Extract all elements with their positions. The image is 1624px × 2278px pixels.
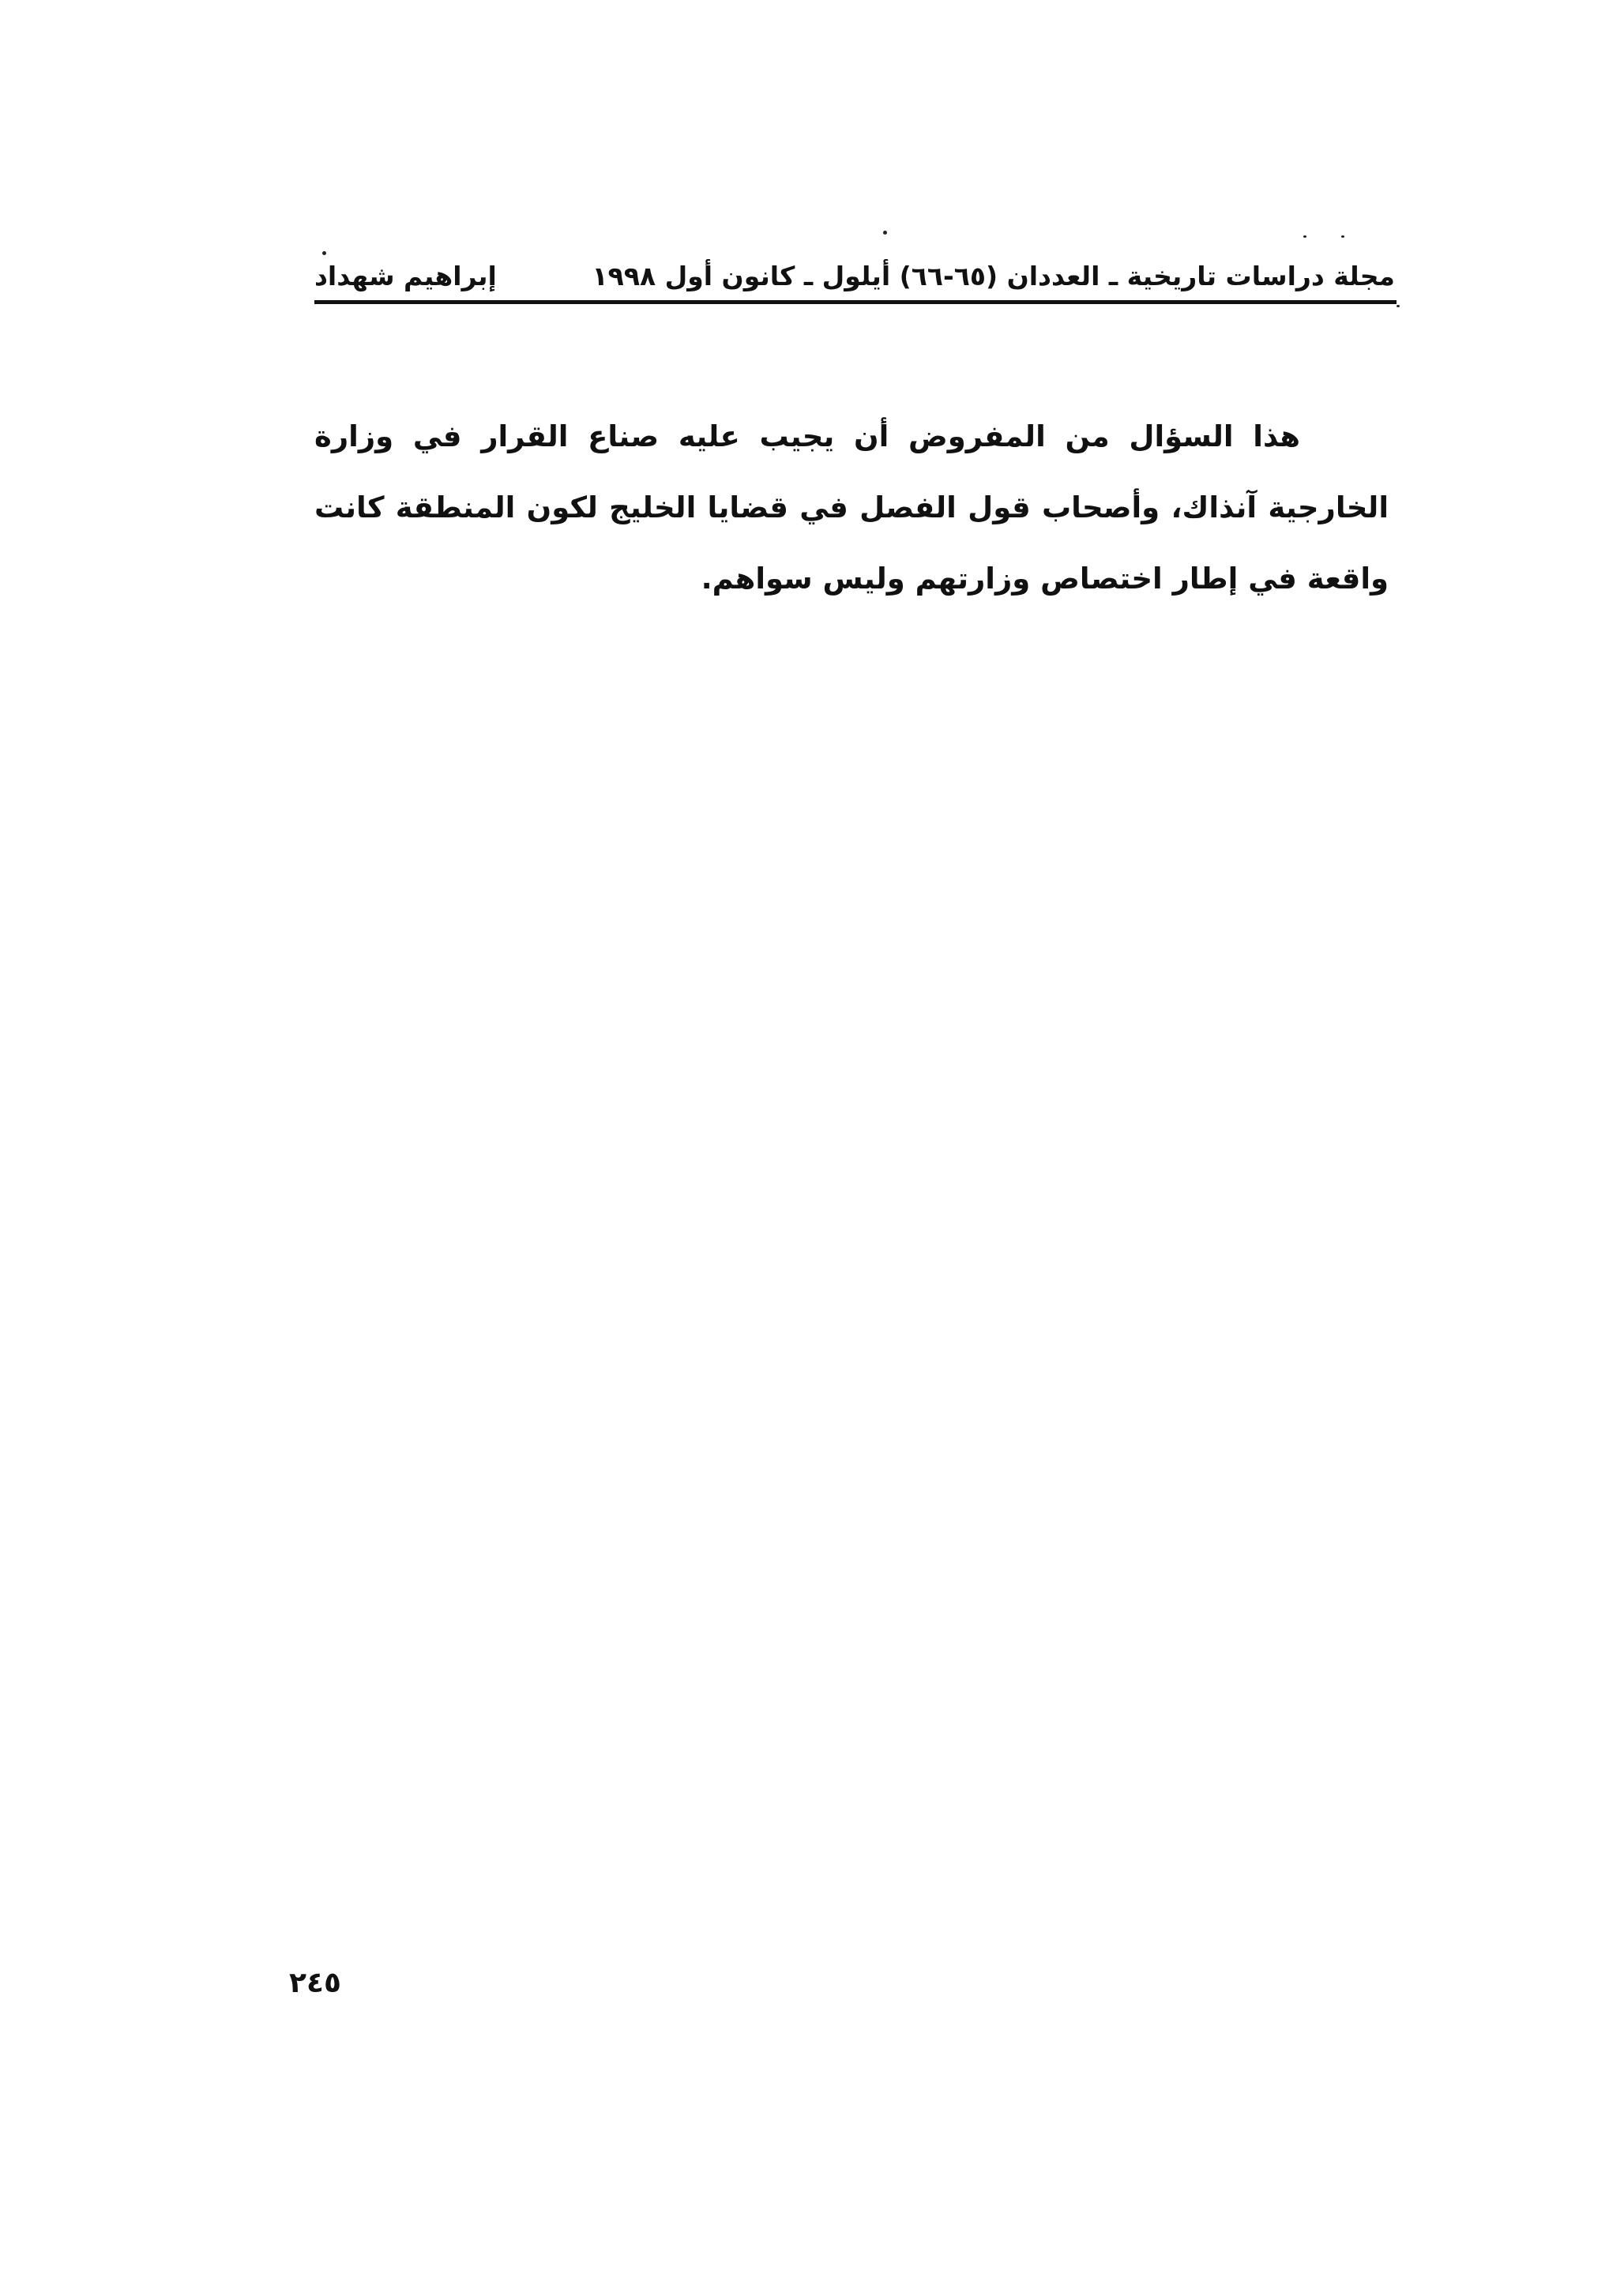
running-header bbox=[314, 254, 1395, 297]
scan-speck bbox=[1303, 235, 1306, 238]
header-rule bbox=[314, 300, 1397, 304]
scan-speck bbox=[1341, 235, 1344, 238]
body-text bbox=[314, 401, 1389, 615]
author-name: إبراهيم شهداد bbox=[314, 261, 497, 291]
scan-speck bbox=[1397, 305, 1400, 307]
page-number: ٢٤٥ bbox=[289, 1967, 341, 1999]
scan-speck bbox=[883, 231, 887, 235]
body-paragraph: هذا السؤال من المفروض أن يجيب عليه صناع القرار في وزارة الخارجية آنذاك، وأصحاب قول الفصل في قضايا الخليج لكون المنطقة كانت واقعة في إطار اختصاص وزارتهم وليس سواهم. bbox=[314, 419, 1389, 596]
journal-title: مجلة دراسات تاريخية ـ العددان (٦٥-٦٦) أيلول ـ كانون أول ١٩٩٨ bbox=[592, 261, 1395, 291]
